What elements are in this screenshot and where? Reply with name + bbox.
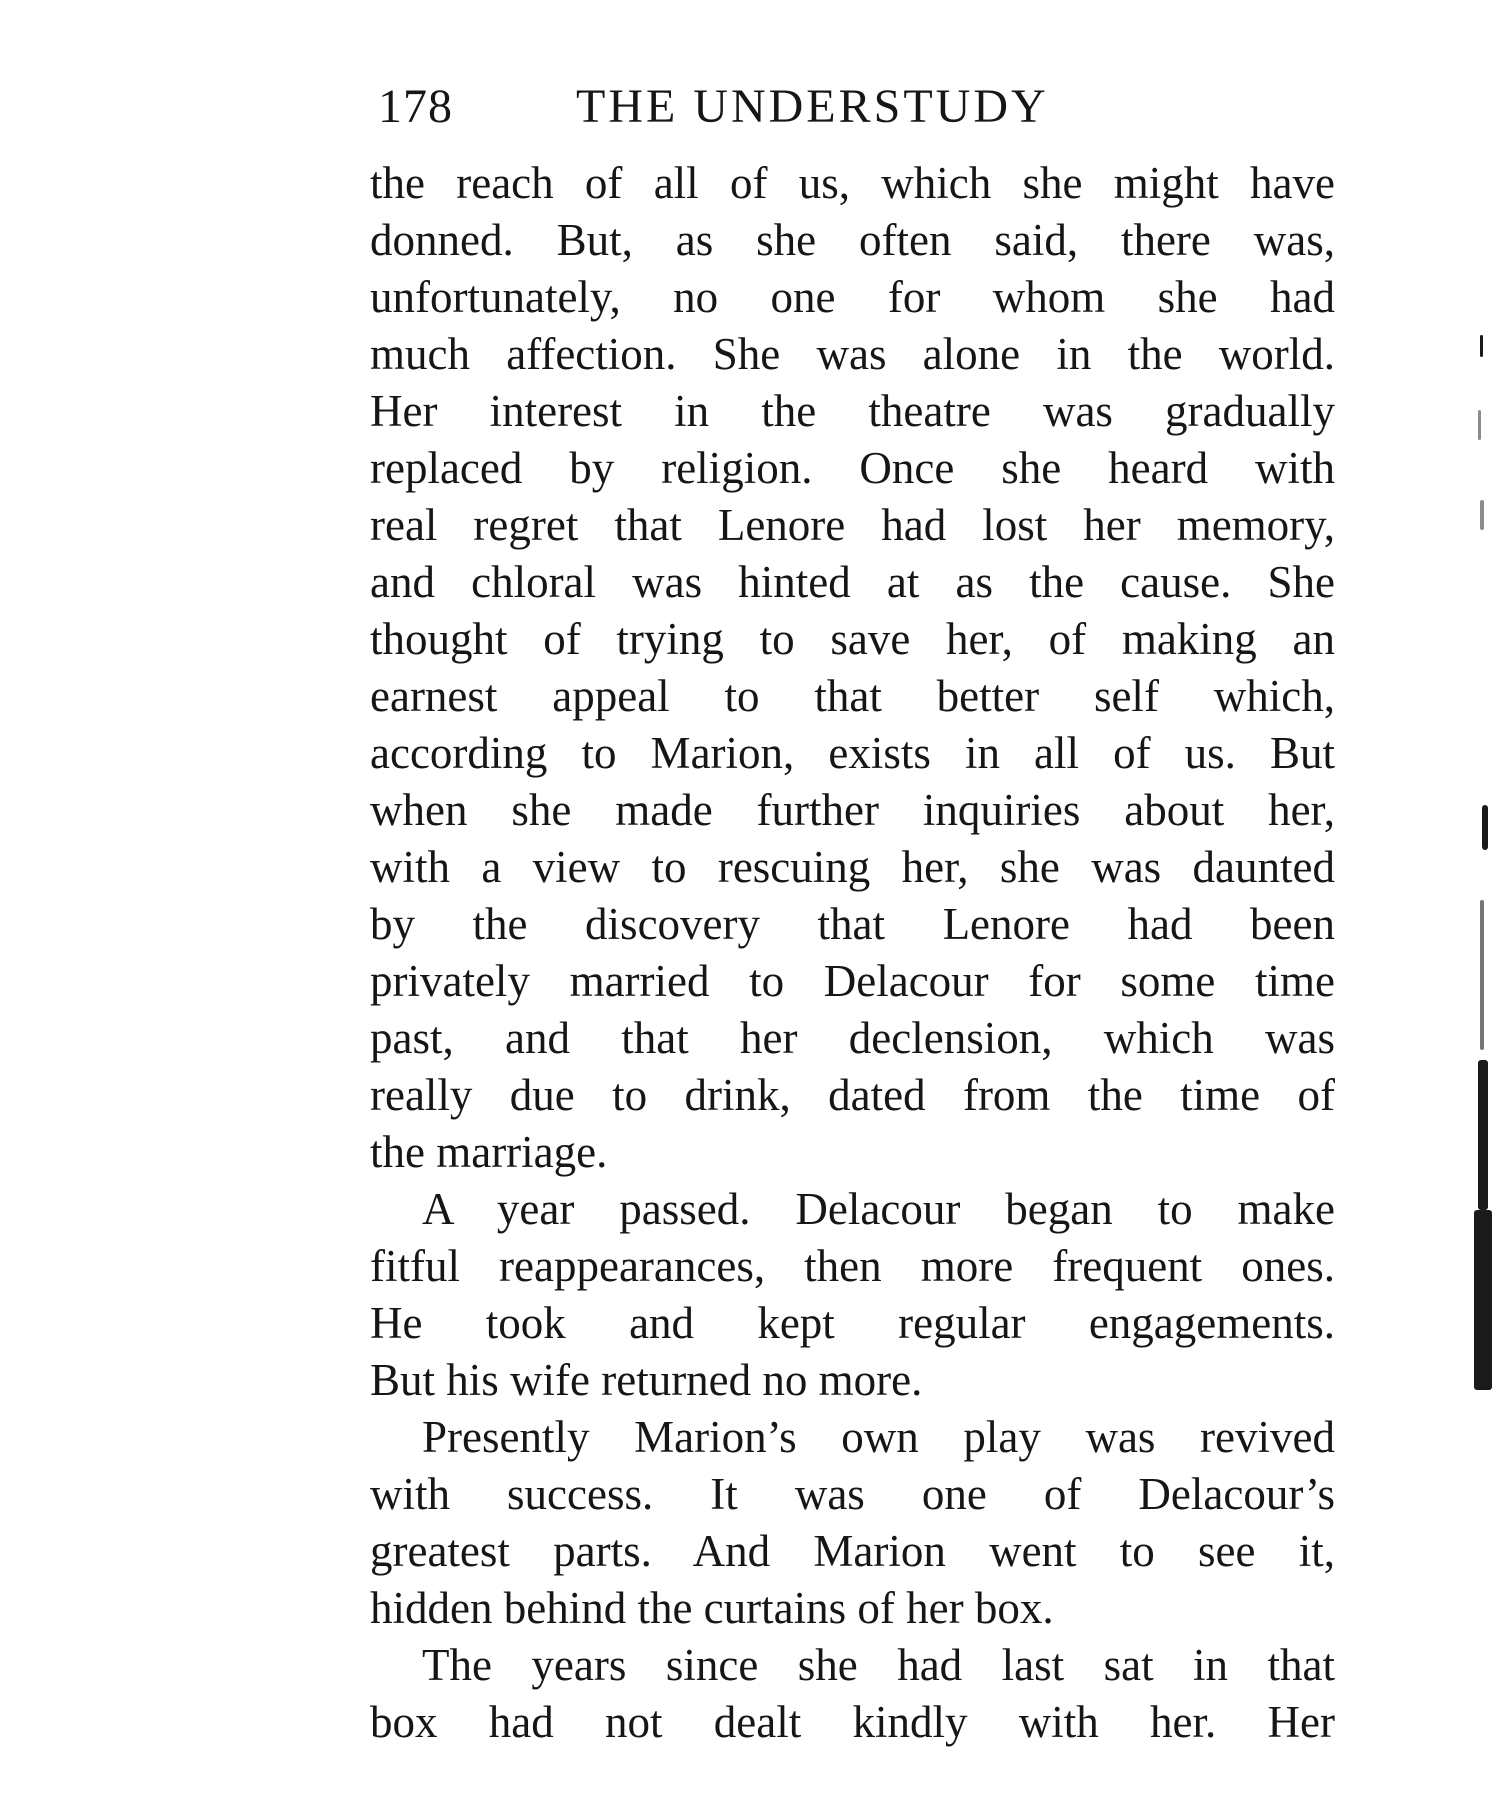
paragraph-start-line: A year passed. Delacour began to make bbox=[422, 1184, 1335, 1234]
text-line: But his wife returned no more. bbox=[370, 1355, 923, 1405]
text-line: box had not dealt kindly with her. Her bbox=[370, 1697, 1335, 1747]
text-line: with a view to rescuing her, she was daunted bbox=[370, 842, 1335, 892]
text-line: the reach of all of us, which she might have bbox=[370, 158, 1335, 208]
paragraph-start-line: Presently Marion’s own play was revived bbox=[422, 1412, 1335, 1462]
text-line: fitful reappearances, then more frequent ones. bbox=[370, 1241, 1335, 1291]
text-line: earnest appeal to that better self which, bbox=[370, 671, 1335, 721]
scan-artifact bbox=[1482, 805, 1488, 850]
text-line: really due to drink, dated from the time of bbox=[370, 1070, 1335, 1120]
scan-artifact bbox=[1480, 500, 1484, 530]
scan-artifact bbox=[1478, 410, 1481, 440]
text-line: and chloral was hinted at as the cause. She bbox=[370, 557, 1335, 607]
running-title: THE UNDERSTUDY bbox=[576, 80, 1049, 133]
text-line: greatest parts. And Marion went to see it, bbox=[370, 1526, 1335, 1576]
running-head bbox=[378, 72, 1338, 142]
text-line: replaced by religion. Once she heard with bbox=[370, 443, 1335, 493]
text-line: thought of trying to save her, of making an bbox=[370, 614, 1335, 664]
text-line: unfortunately, no one for whom she had bbox=[370, 272, 1335, 322]
paragraph-start-line: The years since she had last sat in that bbox=[422, 1640, 1335, 1690]
body-text bbox=[370, 155, 1335, 1751]
scan-artifact bbox=[1480, 335, 1483, 357]
text-line: much affection. She was alone in the world. bbox=[370, 329, 1335, 379]
text-line: the marriage. bbox=[370, 1127, 608, 1177]
text-line: hidden behind the curtains of her box. bbox=[370, 1583, 1054, 1633]
text-line: according to Marion, exists in all of us. But bbox=[370, 728, 1335, 778]
text-line: past, and that her declension, which was bbox=[370, 1013, 1335, 1063]
text-line: Her interest in the theatre was gradually bbox=[370, 386, 1335, 436]
text-line: privately married to Delacour for some time bbox=[370, 956, 1335, 1006]
text-line: with success. It was one of Delacour’s bbox=[370, 1469, 1335, 1519]
text-line: donned. But, as she often said, there was, bbox=[370, 215, 1335, 265]
scan-artifact bbox=[1478, 1060, 1488, 1210]
page-number: 178 bbox=[378, 80, 453, 133]
text-line: He took and kept regular engagements. bbox=[370, 1298, 1335, 1348]
text-line: real regret that Lenore had lost her memory, bbox=[370, 500, 1335, 550]
scan-artifact bbox=[1474, 1210, 1492, 1390]
text-line: by the discovery that Lenore had been bbox=[370, 899, 1335, 949]
text-line: when she made further inquiries about her, bbox=[370, 785, 1335, 835]
scan-artifact bbox=[1480, 900, 1484, 1050]
